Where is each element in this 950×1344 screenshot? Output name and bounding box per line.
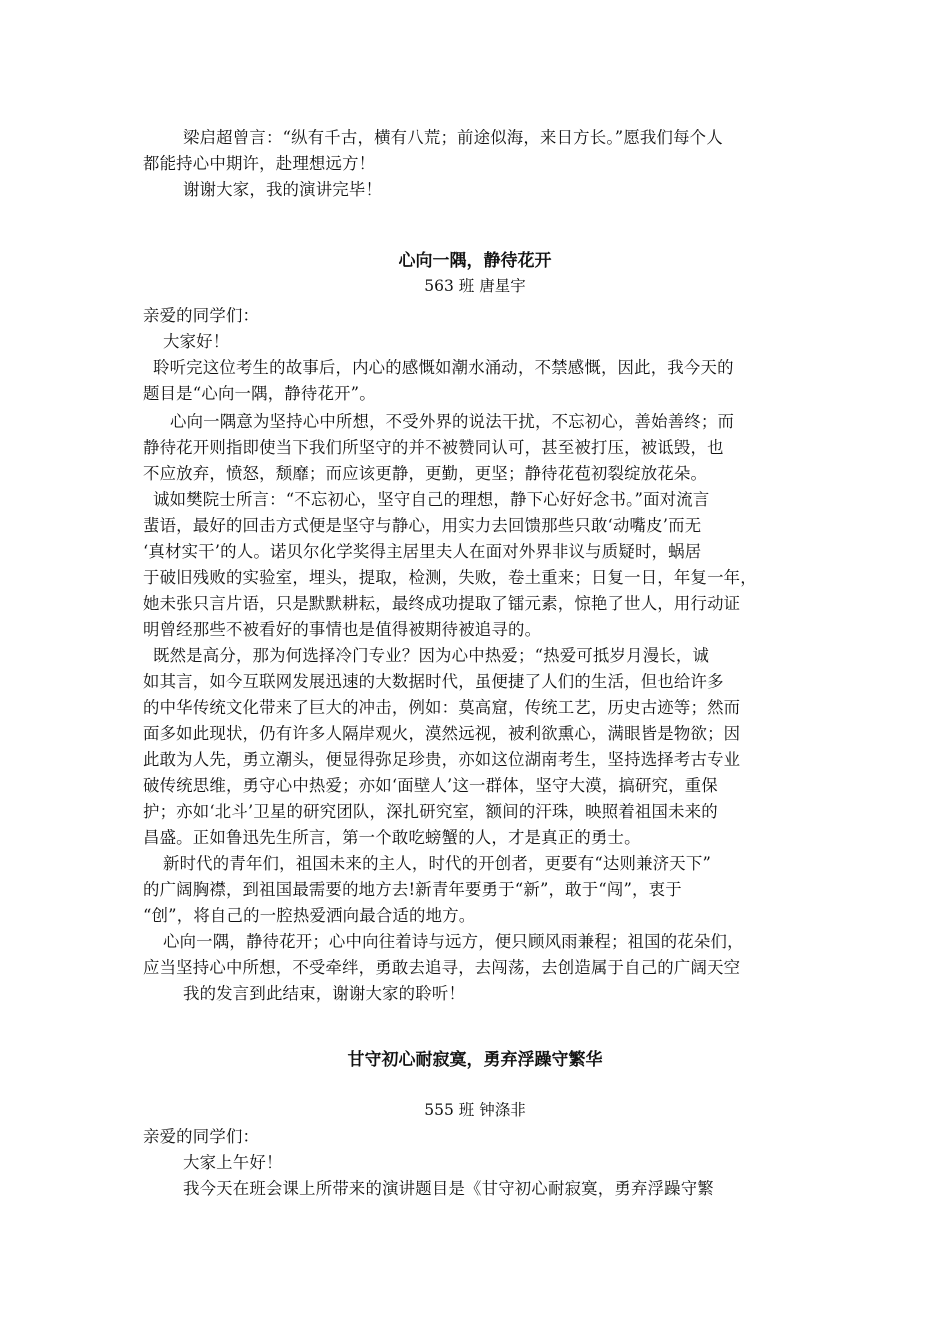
salutation: 亲爱的同学们： — [143, 306, 260, 325]
paragraph-line: 护；亦如‘北斗’卫星的研究团队，深扎研究室，额间的汗珠，映照着祖国未来的 — [143, 802, 718, 821]
greeting: 大家好！ — [163, 332, 230, 351]
paragraph-line: 如其言，如今互联网发展迅速的大数据时代，虽便捷了人们的生活，但也给许多 — [143, 672, 724, 691]
paragraph-line: 我今天在班会课上所带来的演讲题目是《甘守初心耐寂寞，勇弃浮躁守繁 — [183, 1179, 714, 1198]
paragraph-line: 心向一隅，静待花开；心中向往着诗与远方，便只顾风雨兼程；祖国的花朵们， — [163, 932, 744, 951]
paragraph-line: 破传统思维，勇守心中热爱；亦如‘面壁人’这一群体，坚守大漠，搞研究，重保 — [143, 776, 718, 795]
paragraph-line: 我的发言到此结束，谢谢大家的聆听！ — [183, 984, 466, 1003]
speech-author: 555 班 钟涤非 — [424, 1101, 526, 1119]
paragraph-line: 于破旧残败的实验室，埋头，提取，检测，失败，卷土重来；日复一日，年复一年， — [143, 568, 757, 587]
paragraph-line: 谢谢大家，我的演讲完毕！ — [183, 180, 383, 199]
paragraph-line: 聆听完这位考生的故事后，内心的感慨如潮水涌动，不禁感慨，因此，我今天的 — [153, 358, 734, 377]
speech-title: 心向一隅，静待花开 — [398, 251, 552, 271]
paragraph-line: 应当坚持心中所想，不受牵绊，勇敢去追寻，去闯荡，去创造属于自己的广阔天空 — [143, 958, 741, 977]
paragraph-line: ‘真材实干’的人。诺贝尔化学奖得主居里夫人在面对外界非议与质疑时，蜗居 — [143, 542, 702, 561]
speech-title: 甘守初心耐寂寞，勇弃浮躁守繁华 — [347, 1050, 603, 1070]
paragraph-line: 心向一隅意为坚持心中所想，不受外界的说法干扰，不忘初心，善始善终；而 — [170, 412, 735, 431]
paragraph-line: 梁启超曾言：“纵有千古，横有八荒；前途似海，来日方长。”愿我们每个人 — [183, 128, 723, 147]
paragraph-line: 新时代的青年们，祖国未来的主人，时代的开创者，更要有“达则兼济天下” — [163, 854, 712, 873]
paragraph-line: 静待花开则指即使当下我们所坚守的并不被赞同认可，甚至被打压，被诋毁，也 — [143, 438, 724, 457]
salutation: 亲爱的同学们： — [143, 1127, 260, 1146]
paragraph-line: “创”，将自己的一腔热爱洒向最合适的地方。 — [143, 906, 476, 925]
paragraph-line: 她未张只言片语，只是默默耕耘，最终成功提取了镭元素，惊艳了世人，用行动证 — [143, 594, 741, 613]
greeting: 大家上午好！ — [183, 1153, 283, 1172]
paragraph-line: 既然是高分，那为何选择冷门专业？因为心中热爱；“热爱可抵岁月漫长，诚 — [153, 646, 710, 665]
paragraph-line: 诚如樊院士所言：“不忘初心，坚守自己的理想，静下心好好念书。”面对流言 — [153, 490, 710, 509]
speech-author: 563 班 唐星宇 — [424, 277, 526, 295]
paragraph-line: 的广阔胸襟，到祖国最需要的地方去!新青年要勇于“新”，敢于“闯”，衷于 — [143, 880, 682, 899]
paragraph-line: 蜚语，最好的回击方式便是坚守与静心，用实力去回馈那些只敢‘动嘴皮’而无 — [143, 516, 702, 535]
paragraph-line: 不应放弃，愤怒，颓靡；而应该更静，更勤，更坚；静待花苞初裂绽放花朵。 — [143, 464, 708, 483]
paragraph-line: 昌盛。正如鲁迅先生所言，第一个敢吃螃蟹的人，才是真正的勇士。 — [143, 828, 641, 847]
paragraph-line: 都能持心中期许，赴理想远方！ — [143, 154, 376, 173]
paragraph-line: 明曾经那些不被看好的事情也是值得被期待被追寻的。 — [143, 620, 542, 639]
paragraph-line: 此敢为人先，勇立潮头，便显得弥足珍贵，亦如这位湖南考生，坚持选择考古专业 — [143, 750, 741, 769]
paragraph-line: 题目是“心向一隅，静待花开”。 — [143, 384, 376, 403]
paragraph-line: 的中华传统文化带来了巨大的冲击，例如：莫高窟，传统工艺，历史古迹等；然而 — [143, 698, 741, 717]
paragraph-line: 面多如此现状，仍有许多人隔岸观火，漠然远视，被利欲熏心，满眼皆是物欲；因 — [143, 724, 741, 743]
